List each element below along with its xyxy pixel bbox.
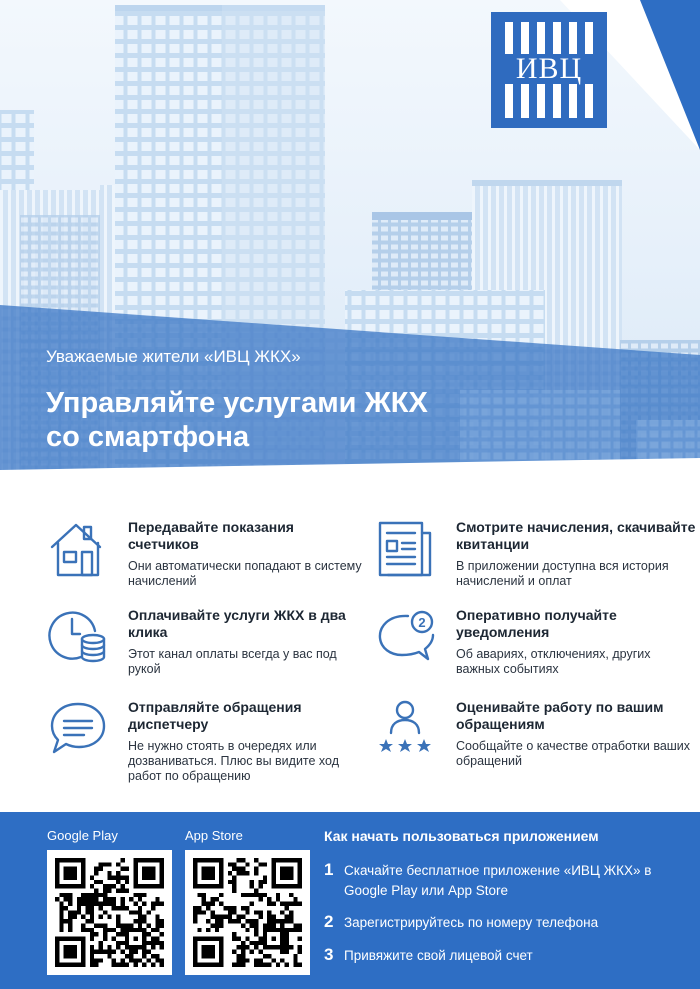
feature-description: Не нужно стоять в очередях или дозваниваться. Плюс вы видите ход работ по обращению: [128, 739, 340, 783]
app-store-label: App Store: [185, 828, 243, 843]
step-number: 3: [324, 945, 334, 964]
feature-title: Оперативно получайте уведомления: [456, 607, 617, 640]
feature-description: Этот канал оплаты всегда у вас под рукой: [128, 647, 337, 676]
house-icon: [48, 519, 108, 579]
app-store-qr-code[interactable]: [185, 850, 310, 975]
step-text: Зарегистрируйтесь по номеру телефона: [344, 915, 599, 930]
feature-description: Они автоматически попадают в систему начислений: [128, 559, 362, 588]
ivc-logo: [491, 12, 607, 128]
feature-title: Передавайте показания счетчиков: [128, 519, 294, 552]
hero-title: [46, 386, 546, 454]
step-text: Привяжите свой лицевой счет: [344, 948, 533, 963]
user-rating-icon: [376, 699, 436, 759]
hero-banner: [0, 0, 700, 470]
step-number: 1: [324, 860, 334, 879]
feature-description: Об авариях, отключениях, других важных событиях: [456, 647, 651, 676]
feature-title: Оценивайте работу по вашим обращениям: [456, 699, 664, 732]
step-number: 2: [324, 912, 334, 931]
how-to-start-title: Как начать пользоваться приложением: [324, 828, 599, 844]
logo-text: ИВЦ: [501, 54, 597, 84]
qr-code-pattern: [193, 858, 302, 967]
hero-subtitle: Уважаемые жители «ИВЦ ЖКХ»: [46, 347, 301, 366]
google-play-qr-code[interactable]: [47, 850, 172, 975]
notification-badge: 2: [418, 615, 426, 630]
feature-title: Смотрите начисления, скачивайте квитанции: [456, 519, 696, 552]
chat-icon: [48, 699, 108, 759]
feature-description: Сообщайте о качестве отработки ваших обращений: [456, 739, 691, 768]
step-text: Скачайте бесплатное приложение «ИВЦ ЖКХ» в Google Play или App Store: [344, 863, 652, 898]
google-play-label: Google Play: [47, 828, 118, 843]
hero-title-line-2: со смартфона: [46, 421, 250, 453]
notification-bubble-icon: [376, 607, 436, 667]
clock-coins-icon: [48, 607, 108, 667]
feature-title: Отправляйте обращения диспетчеру: [128, 699, 302, 732]
feature-description: В приложении доступна вся история начислений и оплат: [456, 559, 669, 588]
feature-title: Оплачивайте услуги ЖКХ в два клика: [128, 607, 346, 640]
hero-title-line-1: Управляйте услугами ЖКХ: [46, 387, 428, 419]
document-icon: [376, 519, 436, 579]
footer-banner: [0, 812, 700, 989]
qr-code-pattern: [55, 858, 164, 967]
